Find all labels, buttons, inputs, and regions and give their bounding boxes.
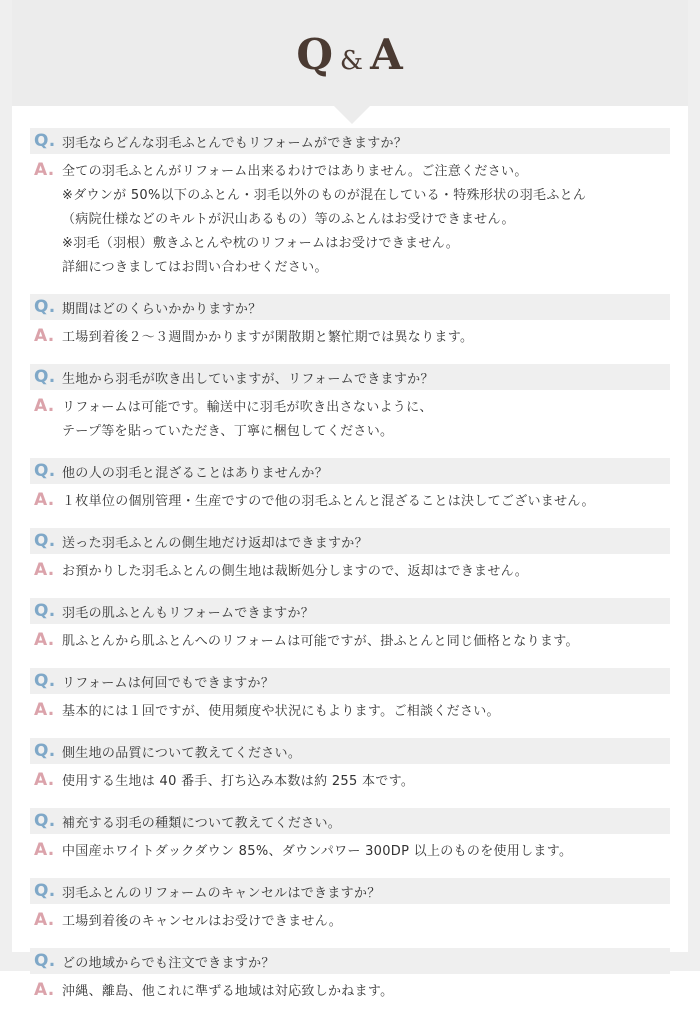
answer-mark: A.	[34, 490, 55, 510]
qa-item	[30, 668, 670, 724]
answer-row	[30, 484, 670, 514]
question-row	[30, 808, 670, 834]
answer-row	[30, 764, 670, 794]
title-q: Q	[296, 30, 334, 79]
qa-list	[30, 128, 670, 1018]
answer-text	[62, 326, 473, 350]
question-mark: Q.	[34, 601, 56, 621]
answer-line: 詳細につきましてはお問い合わせください。	[62, 260, 328, 275]
answer-text	[62, 396, 433, 444]
page-title	[12, 30, 688, 79]
answer-mark: A.	[34, 980, 55, 1000]
question-row	[30, 738, 670, 764]
qa-item	[30, 808, 670, 864]
question-mark: Q.	[34, 811, 56, 831]
answer-mark: A.	[34, 840, 55, 860]
question-mark: Q.	[34, 951, 56, 971]
question-mark: Q.	[34, 671, 56, 691]
question-row	[30, 364, 670, 390]
answer-row	[30, 694, 670, 724]
answer-text	[62, 560, 528, 584]
qa-item	[30, 528, 670, 584]
answer-mark: A.	[34, 700, 55, 720]
question-row	[30, 128, 670, 154]
question-row	[30, 948, 670, 974]
answer-text	[62, 980, 393, 1004]
answer-line: お預かりした羽毛ふとんの側生地は裁断処分しますので、返却はできません。	[62, 564, 529, 579]
question-mark: Q.	[34, 131, 56, 151]
question-text: 羽毛ならどんな羽毛ふとんでもリフォームができますか？	[62, 135, 408, 151]
question-text: 羽毛の肌ふとんもリフォームできますか？	[62, 605, 315, 621]
question-row	[30, 458, 670, 484]
question-row	[30, 878, 670, 904]
question-mark: Q.	[34, 367, 56, 387]
answer-row	[30, 974, 670, 1004]
question-mark: Q.	[34, 461, 56, 481]
header-pointer-icon	[334, 106, 370, 124]
question-row	[30, 668, 670, 694]
answer-line: ※ダウンが 50%以下のふとん・羽毛以外のものが混在している・特殊形状の羽毛ふとん	[62, 188, 587, 203]
answer-mark: A.	[34, 770, 55, 790]
answer-row	[30, 624, 670, 654]
question-text: リフォームは何回でもできますか？	[62, 675, 275, 691]
answer-text	[62, 160, 586, 280]
qa-item	[30, 948, 670, 1004]
answer-mark: A.	[34, 560, 55, 580]
answer-row	[30, 834, 670, 864]
answer-text	[62, 770, 414, 794]
question-text: 送った羽毛ふとんの側生地だけ返却はできますか？	[62, 535, 368, 551]
answer-mark: A.	[34, 630, 55, 650]
answer-text	[62, 630, 579, 654]
answer-line: テープ等を貼っていただき、丁寧に梱包してください。	[62, 424, 394, 439]
title-amp: &	[339, 46, 365, 76]
answer-mark: A.	[34, 396, 55, 416]
answer-line: リフォームは可能です。輸送中に羽毛が吹き出さないように、	[62, 400, 433, 415]
qa-item	[30, 598, 670, 654]
question-text: 生地から羽毛が吹き出していますが、リフォームできますか？	[62, 371, 434, 387]
qa-item	[30, 458, 670, 514]
answer-line: 工場到着後のキャンセルはお受けできません。	[62, 914, 343, 929]
answer-text	[62, 700, 500, 724]
question-text: 羽毛ふとんのリフォームのキャンセルはできますか？	[62, 885, 381, 901]
question-row	[30, 598, 670, 624]
answer-row	[30, 904, 670, 934]
question-mark: Q.	[34, 741, 56, 761]
qa-item	[30, 128, 670, 280]
qa-item	[30, 294, 670, 350]
answer-row	[30, 554, 670, 584]
answer-text	[62, 840, 572, 864]
question-mark: Q.	[34, 881, 56, 901]
question-text: どの地域からでも注文できますか？	[62, 955, 275, 971]
question-mark: Q.	[34, 531, 56, 551]
answer-row	[30, 320, 670, 350]
answer-line: 沖縄、離島、他これに準ずる地域は対応致しかねます。	[62, 984, 394, 999]
answer-line: 肌ふとんから肌ふとんへのリフォームは可能ですが、掛ふとんと同じ価格となります。	[62, 634, 579, 649]
answer-text	[62, 490, 595, 514]
answer-mark: A.	[34, 910, 55, 930]
answer-line: 工場到着後２〜３週間かかりますが閑散期と繁忙期では異なります。	[62, 330, 474, 345]
question-mark: Q.	[34, 297, 56, 317]
answer-line: （病院仕様などのキルトが沢山あるもの）等のふとんはお受けできません。	[62, 212, 515, 227]
qa-item	[30, 738, 670, 794]
question-row	[30, 528, 670, 554]
answer-mark: A.	[34, 160, 55, 180]
answer-row	[30, 390, 670, 444]
title-a: A	[370, 30, 404, 79]
qa-header	[12, 0, 688, 106]
qa-item	[30, 364, 670, 444]
answer-line: 使用する生地は 40 番手、打ち込み本数は約 255 本です。	[62, 774, 415, 789]
answer-line: 全ての羽毛ふとんがリフォーム出来るわけではありません。ご注意ください。	[62, 164, 528, 179]
question-text: 他の人の羽毛と混ざることはありませんか？	[62, 465, 329, 481]
answer-row	[30, 154, 670, 280]
question-text: 期間はどのくらいかかりますか？	[62, 301, 262, 317]
question-text: 側生地の品質について教えてください。	[62, 745, 302, 761]
answer-text	[62, 910, 342, 934]
question-row	[30, 294, 670, 320]
answer-line: １枚単位の個別管理・生産ですので他の羽毛ふとんと混ざることは決してございません。	[62, 494, 595, 509]
answer-mark: A.	[34, 326, 55, 346]
answer-line: ※羽毛（羽根）敷きふとんや枕のリフォームはお受けできません。	[62, 236, 460, 251]
qa-item	[30, 878, 670, 934]
question-text: 補充する羽毛の種類について教えてください。	[62, 815, 342, 831]
answer-line: 基本的には１回ですが、使用頻度や状況にもよります。ご相談ください。	[62, 704, 500, 719]
answer-line: 中国産ホワイトダックダウン 85%、ダウンパワー 300DP 以上のものを使用します。	[62, 844, 573, 859]
